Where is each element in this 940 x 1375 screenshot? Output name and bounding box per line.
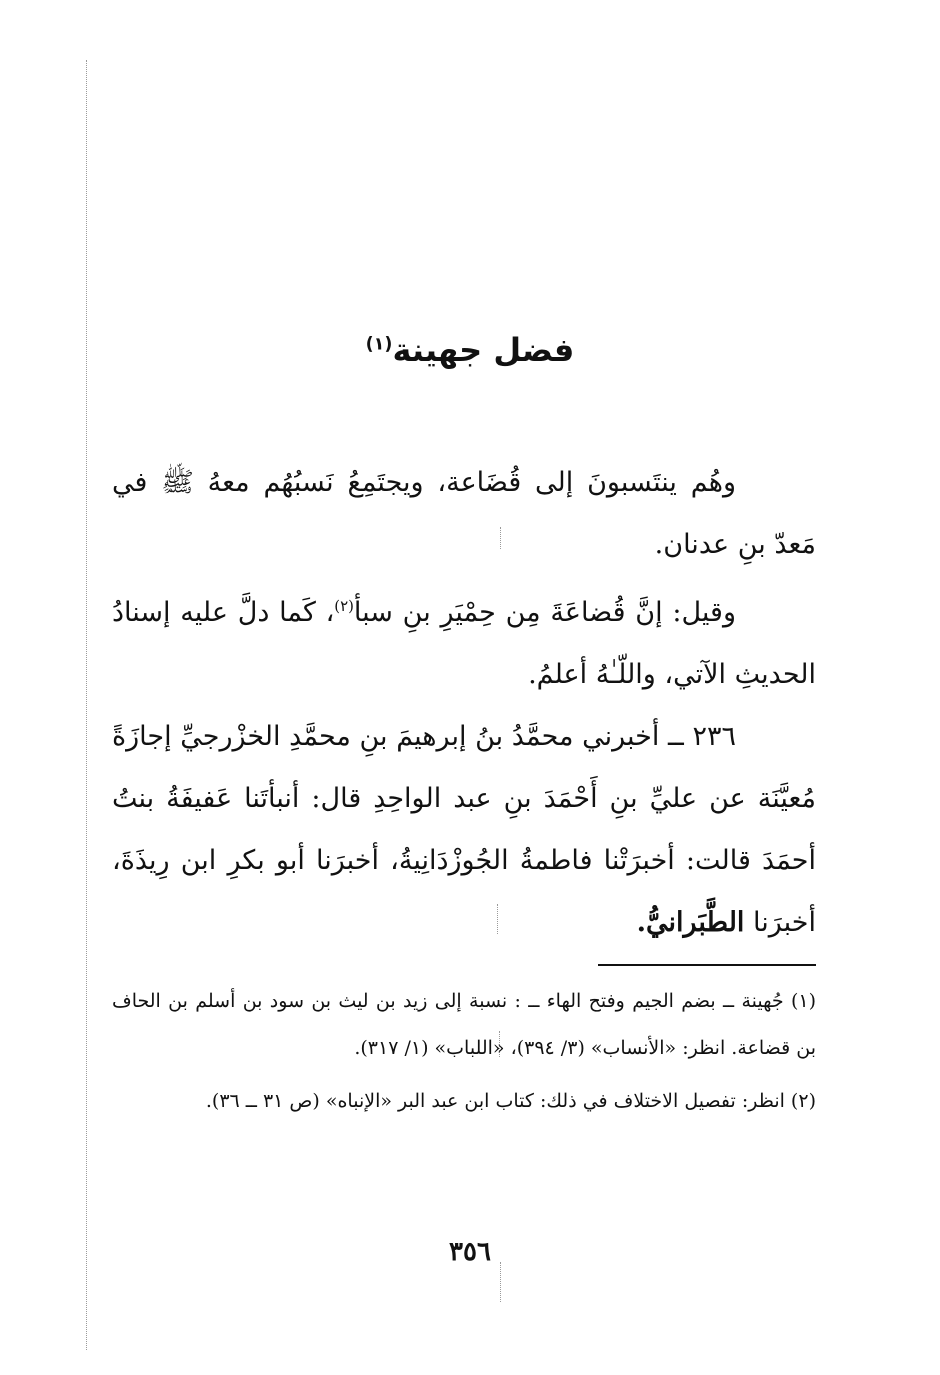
footnote-ref-2: (٢) — [334, 597, 354, 615]
scan-dotted-edge-left — [86, 60, 88, 1350]
hadith-236 — [112, 706, 816, 954]
hadith-236-text: ٢٣٦ ــ أخبرني محمَّدُ بنُ إبرهيمَ بنِ محمَّدِ الخزْرجيِّ إجازَةً مُعيَّنَة عن عليِّ بنِ أَحْمَدَ بنِ عبد الواحِدِ قال: أنبأتَنا عَفيفَةُ بنتُ أحمَدَ قالت: أخبرَتْنا فاطمةُ الجُوزْدَانِيةُ، أخبرَنا أبو بكرِ ابن رِيذَةَ، أخبرَنا — [112, 721, 816, 938]
page-number: ٣٥٦ — [449, 1237, 491, 1267]
footnote-2: (٢) انظر: تفصيل الاختلاف في ذلك: كتاب ابن عبد البر «الإنباه» (ص ٣١ ــ ٣٦). — [205, 1090, 816, 1112]
paragraph-2-start: وقيل: إنَّ قُضاعَةَ مِن حِمْيَرِ بنِ سبأ — [353, 597, 736, 628]
hadith-236-bold-name: الطَّبَرانيُّ. — [636, 907, 745, 938]
chapter-title-text: فضل جهينة — [392, 331, 575, 369]
footnotes — [112, 978, 816, 1131]
footnote-ref-1: (١) — [365, 334, 393, 355]
paragraph-2-end: ، كَما دلَّ عليه إسنادُ الحديثِ الآتي، واللّـٰهُ أعلمُ. — [112, 597, 816, 690]
chapter-title — [250, 322, 690, 378]
footnote-1: (١) جُهينة ــ بضم الجيم وفتح الهاء ــ : نسبة إلى زيد بن ليث بن سود بن أسلم بن الحاف بن قضاعة. انظر: «الأنساب» (٣/ ٣٩٤)، «اللباب» (١/ ٣١٧). — [112, 990, 816, 1059]
paragraph-2 — [112, 582, 816, 706]
paragraph-1: وهُم ينتَسبونَ إلى قُضَاعة، ويجتَمِعُ نَسبُهُم معهُ ﷺ في مَعدّ بنِ عدنان. — [112, 467, 816, 560]
footnote-separator — [598, 964, 816, 966]
